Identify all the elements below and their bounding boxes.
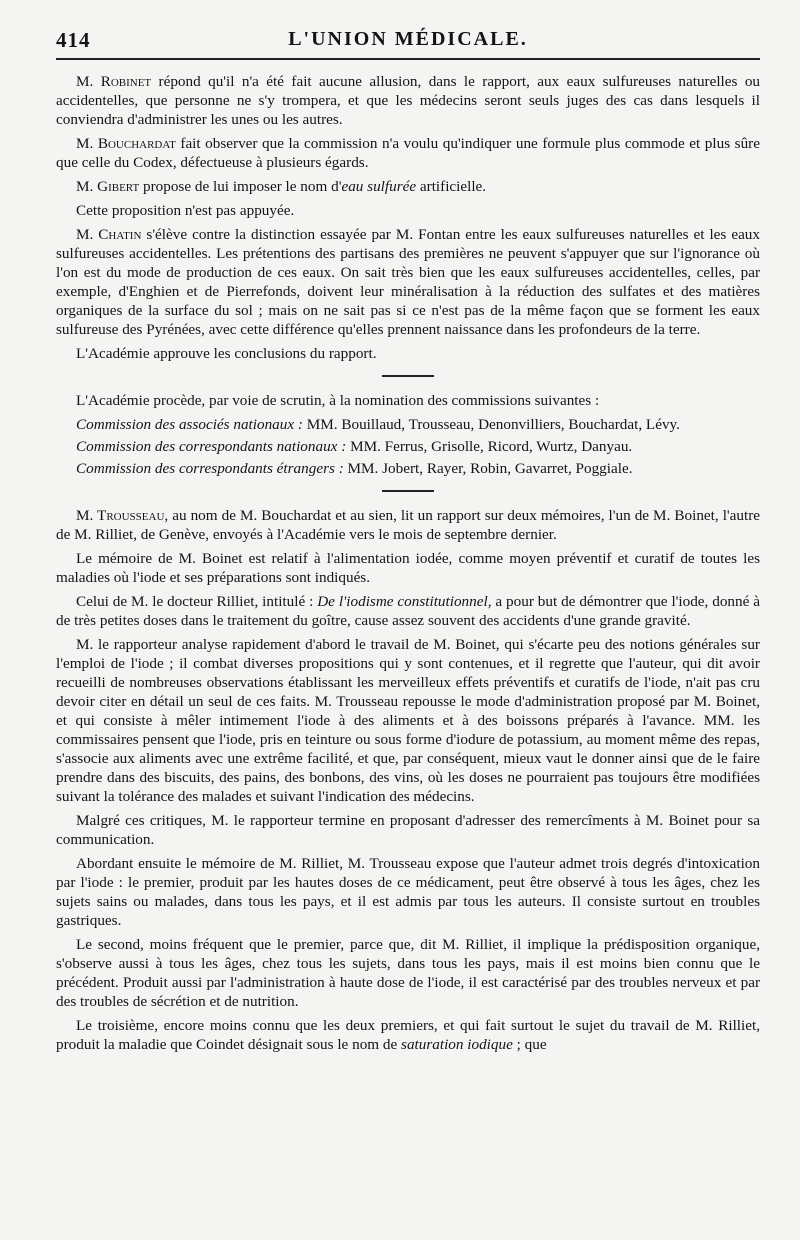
- paragraph-boinet-memoir: Le mémoire de M. Boinet est relatif à l'alimentation iodée, comme moyen préventif et curatif de toutes les maladies où l'iode et ses préparations sont indiqués.: [56, 550, 760, 586]
- paragraph-text: artificielle.: [416, 178, 487, 195]
- paragraph-gibert: [56, 177, 760, 196]
- paragraph-critiques: Malgré ces critiques, M. le rapporteur termine en proposant d'adresser des remercîments à M. Boinet pour sa communication.: [56, 812, 760, 848]
- speaker-name: M. Robinet: [76, 73, 152, 90]
- paragraph-text: , au nom de M. Bouchardat et au sien, lit un rapport sur deux mémoires, l'un de M. Boinet, l'autre de M. Rilliet, de Genève, envoyés à l'Académie vers le mois de septembre dernier.: [56, 507, 761, 543]
- paragraph-text: répond qu'il n'a été fait aucune allusion, dans le rapport, aux eaux sulfureuses naturelles ou accidentelles, que personne ne s'y trompera, et que les médecins seront seuls juges des cas dans lesquels il conviendra d'administrer les unes ou les autres.: [56, 73, 761, 128]
- paragraph-bouchardat: [56, 134, 760, 172]
- paragraph-rapporteur-analysis: M. le rapporteur analyse rapidement d'abord le travail de M. Boinet, qui s'écarte peu des notions générales sur l'emploi de l'iode ; il combat diverses propositions qui y sont contenues, et il regrette que l'auteur, qui dit avoir recueilli de nombreuses observations établissant les merveilleux effets préventifs et curatifs de l'iode, n'ait pas cru devoir citer en détail un seul de ces faits. M. Trousseau repousse le mode d'administration proposé par M. Boinet, et qui consiste à mêler intimement l'iode à des aliments et à des boissons préparés à l'avance. MM. les commissaires pensent que l'iode, pris en teinture ou sous forme d'iodure de potassium, au moment même des repas, s'associe aux aliments avec une extrême facilité, et que, par conséquent, mieux vaut le donner ainsi que de le faire prendre dans des biscuits, des pains, des bonbons, des vins, où les doses ne pourraient pas toujours être modifiées suivant la tolérance des malades et suivant l'indication des médecins.: [56, 636, 760, 805]
- paragraph-text: fait observer que la commission n'a voulu qu'indiquer une formule plus commode et plus sûre que celle du Codex, défectueuse à plusieurs égards.: [56, 135, 760, 171]
- paragraph-robinet: [56, 72, 760, 129]
- italic-term: eau sulfurée: [341, 178, 417, 195]
- commission-correspondants-nationaux: [56, 437, 760, 456]
- paragraph-text: Celui de M. le docteur Rilliet, intitulé :: [76, 593, 318, 610]
- paragraph-approval: L'Académie approuve les conclusions du rapport.: [76, 345, 377, 362]
- page-number: 414: [56, 28, 91, 52]
- paragraph-text: Le troisième, encore moins connu que les deux premiers, et qui fait surtout le sujet du travail de M. Rilliet, produit la maladie que Coindet désignait sous le nom de: [56, 1017, 760, 1053]
- running-title: L'UNION MÉDICALE.: [288, 28, 528, 50]
- paragraph-text: s'élève contre la distinction essayée par M. Fontan entre les eaux sulfureuses naturelles et les eaux sulfureuses accidentelles. Les prétentions des partisans des premières ne peuvent s'appuyer que sur l'ignorance où l'on est du mode de production de ces eaux. On sait très bien que les eaux sulfureuses accidentelles, celles, par exemple, d'Enghien et de Pierrefonds, doivent leur minéralisation à la réduction des sulfates et des matières organiques de la surface du sol ; mais on ne sait pas si ce n'est pas de la même façon que se forment les eaux sulfureuse des Pyrénées, avec cette différence qu'elles prennent naissance dans les profondeurs de la terre.: [56, 226, 760, 338]
- commission-label: Commission des associés nationaux :: [76, 416, 303, 433]
- commission-label: Commission des correspondants étrangers :: [76, 460, 344, 477]
- article-body: [56, 60, 760, 1054]
- commission-label: Commission des correspondants nationaux :: [76, 438, 347, 455]
- paragraph-third-degree: [56, 1016, 760, 1054]
- speaker-name: M. Chatin: [76, 226, 142, 243]
- italic-title: De l'iodisme constitutionnel,: [317, 593, 492, 610]
- paragraph-text: a pour but de démontrer que l'iode, donné à de très petites doses dans le traitement du goître, cause assez souvent des accidents d'une grande gravité.: [56, 593, 760, 629]
- commission-members: MM. Bouillaud, Trousseau, Denonvilliers, Bouchardat, Lévy.: [302, 416, 680, 433]
- italic-term: saturation iodique: [401, 1036, 513, 1053]
- commission-associes-nationaux: [56, 415, 760, 434]
- paragraph-not-seconded: Cette proposition n'est pas appuyée.: [76, 202, 295, 219]
- paragraph-text: ; que: [512, 1036, 547, 1053]
- speaker-name: M. Trousseau: [76, 507, 165, 524]
- paragraph-commissions-intro: L'Académie procède, par voie de scrutin, à la nomination des commissions suivantes :: [76, 392, 600, 409]
- commission-members: MM. Jobert, Rayer, Robin, Gavarret, Poggiale.: [343, 460, 633, 477]
- speaker-name: M. Gibert: [76, 178, 140, 195]
- paragraph-first-degree: Abordant ensuite le mémoire de M. Rilliet, M. Trousseau expose que l'auteur admet trois degrés d'intoxication par l'iode : le premier, produit par les hautes doses de ce médicament, peut être observé à tous les âges, chez les sujets sains ou malades, dans tous les pays, et il est admis par tous les auteurs. Il consiste surtout en troubles gastriques.: [56, 855, 760, 929]
- paragraph-trousseau-report: [56, 506, 760, 544]
- page-header: [56, 18, 760, 60]
- commission-correspondants-etrangers: [56, 459, 760, 478]
- paragraph-text: propose de lui imposer le nom d': [139, 178, 342, 195]
- paragraph-second-degree: Le second, moins fréquent que le premier, parce que, dit M. Rilliet, il implique la prédisposition organique, s'observe aussi à tous les âges, chez tous les sujets, dans tous les pays, mais il est moins bien connu que le précédent. Produit aussi par l'administration à haute dose de l'iode, il est caractérisé par des troubles nerveux et par des troubles de sécrétion et de nutrition.: [56, 936, 760, 1010]
- section-divider: [382, 490, 434, 492]
- section-divider: [382, 375, 434, 377]
- speaker-name: M. Bouchardat: [76, 135, 176, 152]
- paragraph-rilliet-memoir: [56, 592, 760, 630]
- commission-members: MM. Ferrus, Grisolle, Ricord, Wurtz, Danyau.: [346, 438, 633, 455]
- paragraph-chatin: [56, 225, 760, 339]
